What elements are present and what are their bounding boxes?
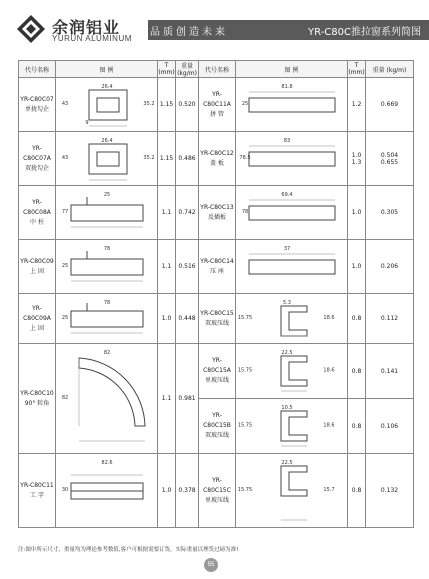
dimension-label: 15.75 xyxy=(237,486,252,493)
right-drawing-cell xyxy=(236,399,348,454)
dimension-label: 81.8 xyxy=(280,83,293,90)
right-weight-cell: 0.106 xyxy=(366,399,414,454)
company-logo-icon xyxy=(16,14,46,44)
dimension-label: 5.3 xyxy=(282,299,291,306)
right-thickness-cell: 0.8 xyxy=(348,399,366,454)
dimension-label: 78.5 xyxy=(238,154,251,161)
profile-drawing-icon xyxy=(57,80,157,130)
table-row xyxy=(19,78,414,132)
right-weight-cell: 0.504 0.655 xyxy=(366,132,414,186)
left-thickness-cell: 1.0 xyxy=(158,294,176,344)
left-thickness-cell: 1.1 xyxy=(158,186,176,240)
right-drawing-cell xyxy=(236,294,348,344)
dimension-label: 18.6 xyxy=(322,314,335,321)
dimension-label: 25 xyxy=(61,262,68,269)
dimension-label: 15.75 xyxy=(237,367,252,373)
left-code-cell: YR-C80C09A 上 固 xyxy=(19,294,56,344)
right-code-cell: YR-C80C14 压 座 xyxy=(199,240,236,294)
profile-drawing-icon xyxy=(237,346,347,397)
left-drawing-cell xyxy=(56,294,158,344)
page-header xyxy=(0,0,429,58)
left-thickness-cell: 1.15 xyxy=(158,78,176,132)
right-thickness-cell: 1.0 xyxy=(348,186,366,240)
dimension-label: 25 xyxy=(103,191,110,198)
dimension-label: 82 xyxy=(103,349,110,356)
right-drawing-cell xyxy=(236,132,348,186)
col-thickness-right: T (mm) xyxy=(348,62,365,76)
footnote: 注:图中所示尺寸、重量均为理论参考数值,客户可根据需要订货。实际重量以理货过磅为准! xyxy=(18,547,239,553)
right-code-cell: YR-C80C15A 单玻压线 xyxy=(199,344,236,399)
table-row xyxy=(19,454,414,528)
dimension-label: 35.2 xyxy=(142,100,155,107)
right-weight-cell: 0.305 xyxy=(366,186,414,240)
left-weight-cell: 0.448 xyxy=(176,294,199,344)
profile-drawing-icon xyxy=(237,401,347,452)
dimension-label: 77 xyxy=(61,208,68,215)
dimension-label: 18.6 xyxy=(322,422,335,428)
table-header-row xyxy=(19,61,414,78)
dimension-label: 35.2 xyxy=(142,154,155,161)
brand-name-cn: 余润铝业 xyxy=(52,18,121,37)
dimension-label: 30 xyxy=(61,486,68,493)
profile-drawing-icon xyxy=(57,346,157,452)
left-weight-cell: 0.378 xyxy=(176,454,199,528)
profile-drawing-icon xyxy=(57,296,157,342)
right-thickness-cell: 0.8 xyxy=(348,454,366,528)
left-weight-cell: 0.516 xyxy=(176,240,199,294)
dimension-label: 78 xyxy=(103,245,110,252)
right-drawing-cell xyxy=(236,186,348,240)
profile-drawing-icon xyxy=(237,80,347,130)
right-drawing-cell xyxy=(236,78,348,132)
left-thickness-cell: 1.15 xyxy=(158,132,176,186)
col-code-left: 代号名称 xyxy=(19,61,56,78)
right-thickness-cell: 0.8 xyxy=(348,294,366,344)
right-drawing-cell xyxy=(236,454,348,528)
dimension-label: 22.5 xyxy=(280,349,293,356)
table-row xyxy=(19,344,414,399)
dimension-label: 37 xyxy=(283,245,290,252)
left-weight-cell: 0.742 xyxy=(176,186,199,240)
right-thickness-cell: 1.0 xyxy=(348,240,366,294)
dimension-label: 18.6 xyxy=(322,367,335,373)
right-code-cell: YR-C80C15C 单玻压线 xyxy=(199,454,236,528)
left-code-cell: YR-C80C09 上 固 xyxy=(19,240,56,294)
col-thickness-left: T (mm) xyxy=(158,62,175,76)
left-code-cell: YR-C80C10 90° 转角 xyxy=(19,344,56,454)
dimension-label: 15.75 xyxy=(237,422,252,428)
col-drawing-right: 图 例 xyxy=(236,61,348,78)
left-thickness-cell: 1.1 xyxy=(158,344,176,454)
left-code-cell: YR-C80C11 工 字 xyxy=(19,454,56,528)
profile-drawing-icon xyxy=(57,134,157,184)
dimension-label: 69.4 xyxy=(280,191,293,198)
profile-drawing-icon xyxy=(57,456,157,526)
dimension-label: 25 xyxy=(241,100,248,107)
profile-drawing-icon xyxy=(237,188,347,238)
slogan: 品质创造未来 xyxy=(150,27,228,38)
dimension-label: 15.7 xyxy=(322,486,335,493)
right-code-cell: YR-C80C11A 拼 管 xyxy=(199,78,236,132)
dimension-label: 43 xyxy=(61,154,68,161)
left-code-cell: YR-C80C08A 中 柱 xyxy=(19,186,56,240)
right-weight-cell: 0.669 xyxy=(366,78,414,132)
dimension-label: 9 xyxy=(84,119,89,126)
right-weight-cell: 0.206 xyxy=(366,240,414,294)
left-code-cell: YR-C80C07 单拢勾企 xyxy=(19,78,56,132)
right-drawing-cell xyxy=(236,344,348,399)
left-weight-cell: 0.981 xyxy=(176,344,199,454)
series-title: YR-C80C推拉窗系列简图 xyxy=(308,27,421,38)
col-drawing-left: 图 例 xyxy=(56,61,158,78)
left-drawing-cell xyxy=(56,240,158,294)
dimension-label: 43 xyxy=(61,100,68,107)
left-thickness-cell: 1.1 xyxy=(158,240,176,294)
left-weight-cell: 0.520 xyxy=(176,78,199,132)
table-row xyxy=(19,240,414,294)
left-drawing-cell xyxy=(56,186,158,240)
col-code-right: 代号名称 xyxy=(199,61,236,78)
left-weight-cell: 0.486 xyxy=(176,132,199,186)
profile-table xyxy=(18,60,414,528)
dimension-label: 78 xyxy=(103,299,110,306)
right-weight-cell: 0.141 xyxy=(366,344,414,399)
dimension-label: 82.6 xyxy=(100,459,113,466)
table-body xyxy=(19,78,414,528)
table-row xyxy=(19,294,414,344)
right-thickness-cell: 0.8 xyxy=(348,344,366,399)
right-code-cell: YR-C80C12 盖 板 xyxy=(199,132,236,186)
right-code-cell: YR-C80C15 双玻压线 xyxy=(199,294,236,344)
col-weight-left: 重量 (kg/m) xyxy=(176,61,199,78)
dimension-label: 26.4 xyxy=(100,83,113,90)
dimension-label: 82 xyxy=(61,394,68,401)
profile-drawing-icon xyxy=(237,456,347,526)
profile-drawing-icon xyxy=(237,134,347,184)
table-row xyxy=(19,186,414,240)
dimension-label: 10.5 xyxy=(280,404,293,411)
profile-drawing-icon xyxy=(237,242,347,292)
left-thickness-cell: 1.0 xyxy=(158,454,176,528)
right-drawing-cell xyxy=(236,240,348,294)
left-code-cell: YR-C80C07A 双拢勾企 xyxy=(19,132,56,186)
right-thickness-cell: 1.2 xyxy=(348,78,366,132)
right-weight-cell: 0.112 xyxy=(366,294,414,344)
dimension-label: 78 xyxy=(241,208,248,215)
dimension-label: 25 xyxy=(61,314,68,321)
profile-drawing-icon xyxy=(57,242,157,292)
table-row xyxy=(19,132,414,186)
left-drawing-cell xyxy=(56,132,158,186)
left-drawing-cell xyxy=(56,78,158,132)
dimension-label: 83 xyxy=(283,137,290,144)
dimension-label: 15.75 xyxy=(237,314,252,321)
profile-drawing-icon xyxy=(57,188,157,238)
brand-name-en: YURUN ALUMINUM xyxy=(52,34,132,43)
left-drawing-cell xyxy=(56,454,158,528)
dimension-label: 26.4 xyxy=(100,137,113,144)
right-weight-cell: 0.132 xyxy=(366,454,414,528)
profile-drawing-icon xyxy=(237,296,347,342)
dimension-label: 22.5 xyxy=(280,459,293,466)
right-code-cell: YR-C80C15B 双玻压线 xyxy=(199,399,236,454)
left-drawing-cell xyxy=(56,344,158,454)
page-number: 55 xyxy=(204,558,218,572)
right-thickness-cell: 1.0 1.3 xyxy=(348,132,366,186)
col-weight-right: 重量 (kg/m) xyxy=(366,61,414,78)
right-code-cell: YR-C80C13 反插板 xyxy=(199,186,236,240)
